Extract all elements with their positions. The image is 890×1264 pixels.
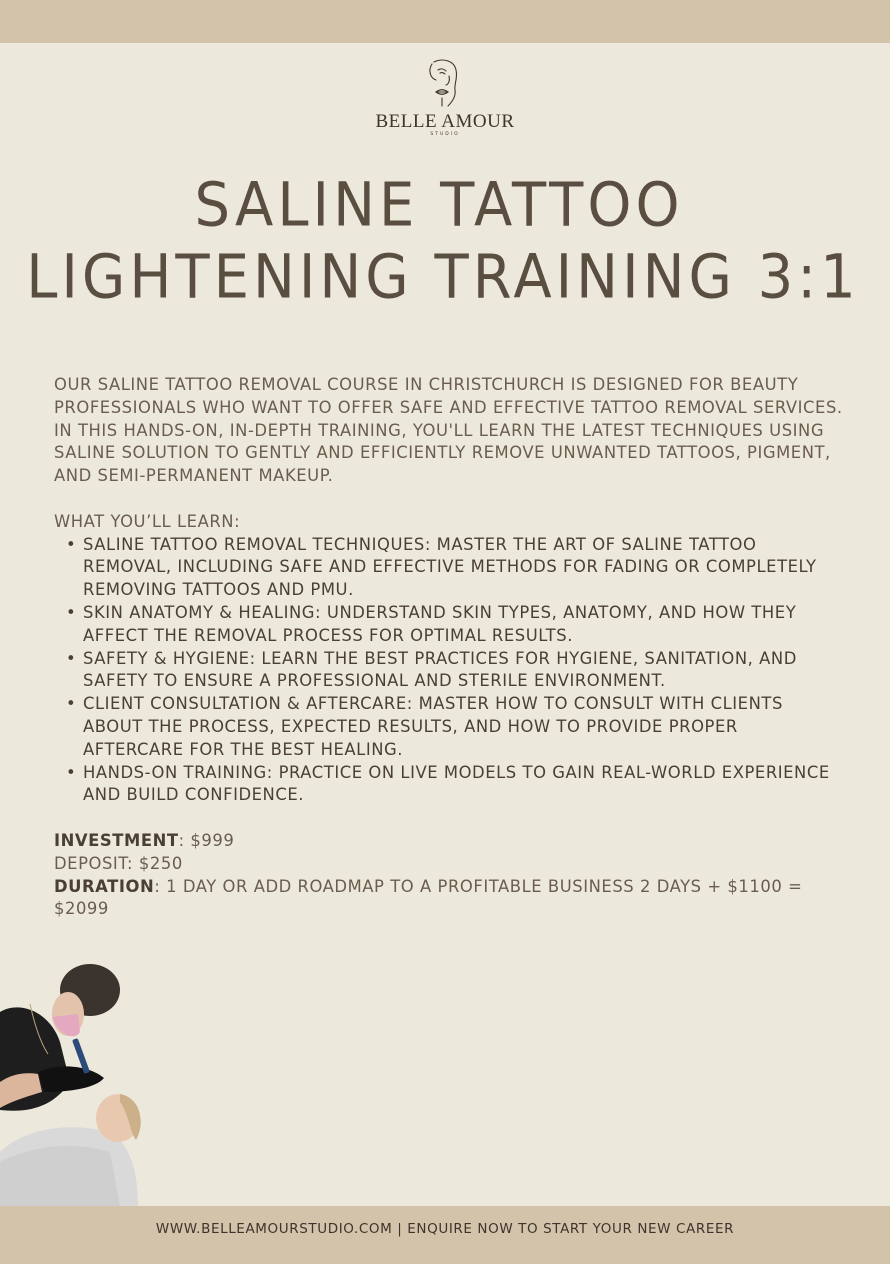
page-title [0,170,890,314]
bullet-icon: • [66,648,77,668]
list-item [54,693,844,761]
top-band [0,0,890,43]
list-item [54,602,844,648]
list-item [54,534,844,602]
list-item-text: CLIENT CONSULTATION & AFTERCARE: MASTER HOW TO CONSULT WITH CLIENTS ABOUT THE PROCESS, EXPECTED RESULTS, AND HOW TO PROVIDE PROPER AFTERCARE FOR THE BEST HEALING. [83,694,783,759]
technician-with-client-photo [0,962,160,1206]
pricing-block [54,830,844,921]
investment-value: : $999 [178,830,235,850]
learn-heading: WHAT YOU’LL LEARN: [54,511,241,531]
investment-line [54,830,844,853]
footer-text[interactable]: WWW.BELLEAMOURSTUDIO.COM | ENQUIRE NOW TO START YOUR NEW CAREER [155,1221,735,1237]
list-item [54,648,844,694]
learn-list [54,534,844,808]
list-item-text: SAFETY & HYGIENE: LEARN THE BEST PRACTICES FOR HYGIENE, SANITATION, AND SAFETY TO ENSURE A PROFESSIONAL AND STERILE ENVIRONMENT. [83,648,797,691]
bullet-icon: • [66,602,77,622]
duration-label: DURATION [54,876,155,896]
duration-line [54,876,844,922]
face-line-art-icon [422,58,468,110]
list-item-text: SALINE TATTOO REMOVAL TECHNIQUES: MASTER THE ART OF SALINE TATTOO REMOVAL, INCLUDING SAFE AND EFFECTIVE METHODS FOR FADING OR COMPLETELY REMOVING TATTOOS AND PMU. [83,534,817,600]
course-content [54,374,844,921]
list-item [54,762,844,808]
title-line-1: SALINE TATTOO [194,170,684,241]
investment-label: INVESTMENT [54,830,179,850]
title-line-2: LIGHTENING TRAINING 3:1 [26,242,860,313]
bullet-icon: • [66,534,77,554]
duration-value: : 1 DAY OR ADD ROADMAP TO A PROFITABLE BUSINESS 2 DAYS + $1100 = $2099 [54,876,803,919]
deposit-line: DEPOSIT: $250 [54,853,183,873]
list-item-text: HANDS-ON TRAINING: PRACTICE ON LIVE MODELS TO GAIN REAL-WORLD EXPERIENCE AND BUILD CONFIDENCE. [83,762,830,805]
brand-name: BELLE AMOUR [375,111,515,132]
bullet-icon: • [66,762,77,782]
brand-logo [365,58,525,148]
bullet-icon: • [66,694,77,714]
list-item-text: SKIN ANATOMY & HEALING: UNDERSTAND SKIN TYPES, ANATOMY, AND HOW THEY AFFECT THE REMOVAL PROCESS FOR OPTIMAL RESULTS. [83,602,797,645]
intro-paragraph: OUR SALINE TATTOO REMOVAL COURSE IN CHRISTCHURCH IS DESIGNED FOR BEAUTY PROFESSIONALS WHO WANT TO OFFER SAFE AND EFFECTIVE TATTOO REMOVAL SERVICES. IN THIS HANDS-ON, IN-DEPTH TRAINING, YOU'LL LEARN THE LATEST TECHNIQUES USING SALINE SOLUTION TO GENTLY AND EFFICIENTLY REMOVE UNWANTED TATTOOS, PIGMENT, AND SEMI-PERMANENT MAKEUP. [54,375,843,486]
brand-sub: STUDIO [430,132,460,137]
